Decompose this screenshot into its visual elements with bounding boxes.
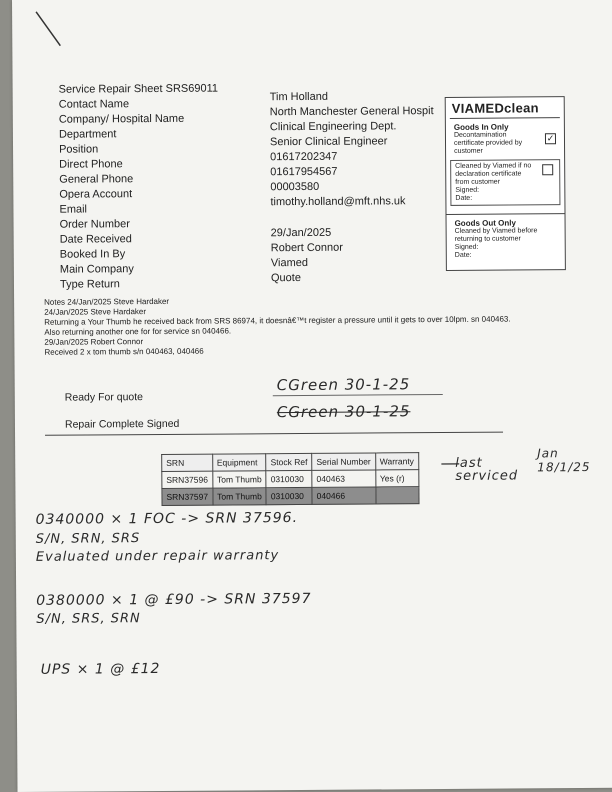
th-warranty: Warranty: [375, 453, 418, 470]
cell-stock-ref: 0310030: [266, 470, 312, 487]
handwritten-last-serviced: last serviced: [455, 455, 519, 484]
value-date-received: 29/Jan/2025: [270, 226, 332, 240]
th-stock-ref: Stock Ref: [266, 453, 312, 470]
goods-in-title: Goods In Only: [453, 122, 509, 132]
cell-warranty: Yes (r): [375, 470, 418, 487]
value-general-phone: 01617954567: [270, 165, 338, 179]
ready-for-quote-label: Ready For quote: [64, 391, 144, 404]
srn-table: [161, 452, 419, 506]
handwritten-line-5: S/N, SRS, SRN: [36, 611, 141, 627]
cell-serial: 040463: [312, 470, 375, 487]
cell-serial: 040466: [312, 487, 375, 504]
pen-mark: [34, 10, 64, 50]
label-booked-in-by: Booked In By: [59, 248, 126, 261]
cell-equipment: Tom Thumb: [213, 488, 267, 505]
viamed-clean-box: [445, 96, 566, 271]
handwritten-line-3: Evaluated under repair warranty: [35, 548, 280, 565]
goods-in-text: Decontamination certificate provided by customer: [453, 131, 523, 155]
label-order-number: Order Number: [59, 218, 130, 231]
label-date-received: Date Received: [59, 233, 132, 246]
label-email: Email: [59, 203, 88, 216]
signature-ready: CGreen 30-1-25: [276, 375, 411, 395]
signature-complete: CGreen 30-1-25: [276, 402, 411, 422]
label-opera-account: Opera Account: [59, 188, 133, 201]
value-contact-name: Tim Holland: [269, 90, 329, 104]
signature-line-1: [273, 394, 443, 396]
cleaned-date: Date:: [455, 194, 473, 202]
goods-out-text: Cleaned by Viamed before returning to customer: [454, 227, 538, 243]
goods-out-title: Goods Out Only: [454, 218, 516, 228]
th-equipment: Equipment: [212, 454, 266, 471]
handwritten-line-6: UPS × 1 @ £12: [40, 660, 161, 678]
cell-srn: SRN37596: [162, 471, 213, 488]
value-booked-in-by: Robert Connor: [270, 241, 343, 255]
label-main-company: Main Company: [59, 263, 134, 276]
label-direct-phone: Direct Phone: [59, 158, 123, 171]
value-position: Senior Clinical Engineer: [269, 135, 388, 149]
value-direct-phone: 01617202347: [270, 150, 338, 164]
th-serial: Serial Number: [312, 453, 375, 470]
value-type-return: Quote: [270, 271, 301, 285]
cell-equipment: Tom Thumb: [212, 471, 266, 488]
cleaned-signed: Signed:: [455, 186, 480, 194]
handwritten-line-2: S/N, SRN, SRS: [35, 531, 141, 547]
label-type-return: Type Return: [59, 278, 120, 291]
label-position: Position: [59, 143, 99, 156]
cell-warranty: [375, 487, 418, 504]
handwritten-jan-date: Jan 18/1/25: [537, 446, 591, 475]
handwritten-line-1: 0340000 × 1 FOC -> SRN 37596.: [35, 510, 299, 528]
goods-in-checkbox[interactable]: ✓: [546, 133, 555, 144]
th-srn: SRN: [162, 454, 213, 471]
goods-out-signed: Signed:: [454, 243, 479, 251]
goods-out-date: Date:: [454, 251, 472, 259]
value-department: Clinical Engineering Dept.: [269, 120, 397, 134]
cell-srn: SRN37597: [162, 488, 213, 505]
divider-line: [45, 432, 503, 436]
value-company: North Manchester General Hospit: [269, 105, 434, 119]
label-general-phone: General Phone: [59, 173, 134, 186]
viamed-brand: VIAMEDclean: [451, 100, 539, 116]
handwritten-line-4: 0380000 × 1 @ £90 -> SRN 37597: [36, 590, 312, 609]
sheet-title: Service Repair Sheet SRS69011: [58, 82, 219, 96]
notes-text: Notes 24/Jan/2025 Steve Hardaker 24/Jan/2025 Steve Hardaker Returning a Your Thumb he received back from SRS 86974, it doesnâ€™t register a pressure until it gets to over 10lpm. sn 040463. Also returning another one for for service sn 040466. 29/Jan/2025 Robert Connor Received 2 x tom thumb s/n 040463, 040466: [44, 296, 511, 357]
cleaned-text: Cleaned by Viamed if no declaration certificate from customer: [455, 162, 532, 186]
table-row: [162, 487, 419, 506]
value-opera-account: 00003580: [270, 180, 320, 194]
value-main-company: Viamed: [270, 256, 308, 270]
label-contact-name: Contact Name: [58, 98, 130, 111]
table-row: [162, 470, 419, 489]
cell-stock-ref: 0310030: [266, 487, 312, 504]
value-email: timothy.holland@mft.nhs.uk: [270, 195, 406, 209]
repair-complete-label: Repair Complete Signed: [64, 417, 180, 431]
label-company: Company/ Hospital Name: [58, 112, 185, 126]
cleaned-checkbox[interactable]: [542, 164, 553, 175]
label-department: Department: [58, 128, 117, 141]
table-header-row: [162, 453, 419, 472]
repair-sheet-page: [12, 0, 612, 792]
